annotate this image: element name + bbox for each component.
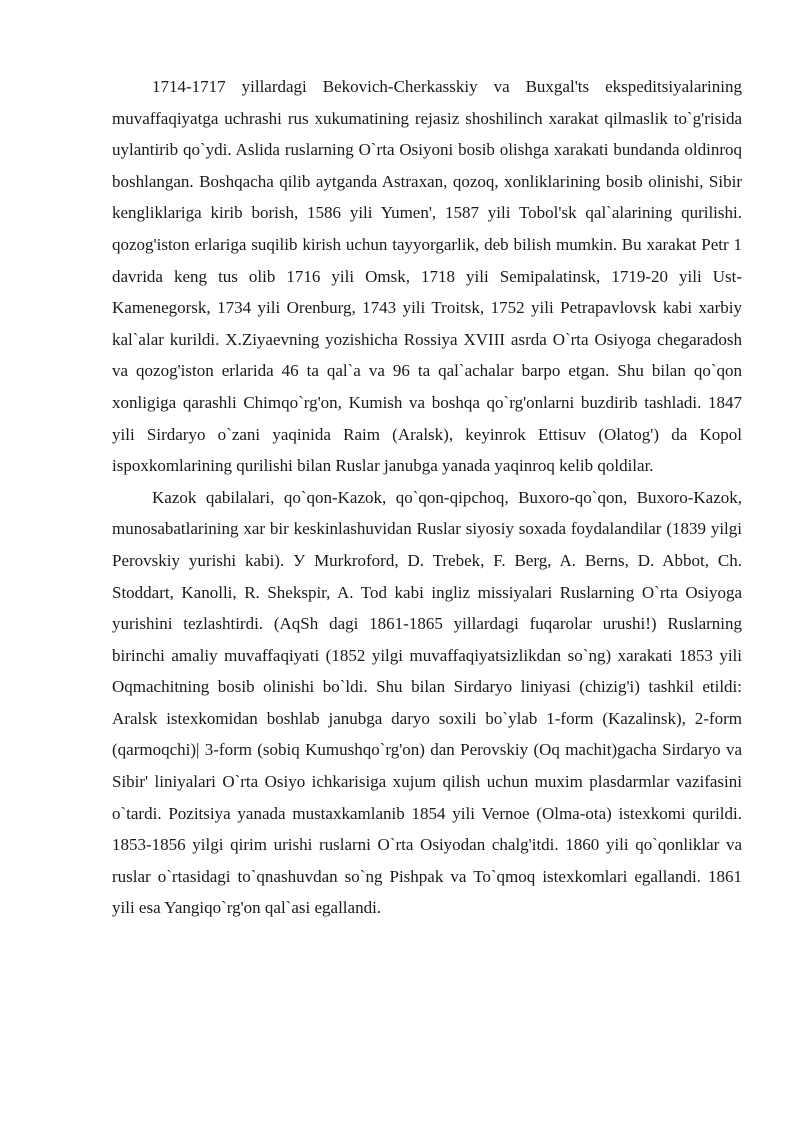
document-page <box>112 71 742 924</box>
paragraph-2: Kazok qabilalari, qo`qon-Kazok, qo`qon-qipchoq, Buxoro-qo`qon, Buxoro-Kazok, munosabatlarining xar bir keskinlashuvidan Ruslar siyosiy soxada foydalandilar (1839 yilgi Perovskiy yurishi kabi). У Murkroford, D. Trebek, F. Berg, A. Berns, D. Abbot, Ch. Stoddart, Kanolli, R. Shekspir, A. Tod kabi ingliz missiyalari Ruslarning O`rta Osiyoga yurishini tezlashtirdi. (AqSh dagi 1861-1865 yillardagi fuqarolar urushi!) Ruslarning birinchi amaliy muvaffaqiyati (1852 yilgi muvaffaqiyatsizlikdan so`ng) xarakati 1853 yili Oqmachitning bosib olinishi bo`ldi. Shu bilan Sirdaryo liniyasi (chizig'i) tashkil etildi: Aralsk istexkomidan boshlab janubga daryo soxili bo`ylab 1-form (Kazalinsk), 2-form (qarmoqchi)| 3-form (sobiq Kumushqo`rg'on) dan Perovskiy (Oq machit)gacha Sirdaryo va Sibir' liniyalari O`rta Osiyo ichkarisiga xujum qilish uchun muxim plasdarmlar vazifasini o`tardi. Pozitsiya yanada mustaxkamlanib 1854 yili Vernoe (Olma-ota) istexkomi qurildi. 1853-1856 yilgi qirim urishi ruslarni O`rta Osiyodan chalg'itdi. 1860 yili qo`qonliklar va ruslar o`rtasidagi to`qnashuvdan so`ng Pishpak va To`qmoq istexkomlari egallandi. 1861 yili esa Yangiqo`rg'on qal`asi egallandi. <box>112 487 742 918</box>
paragraph-1: 1714-1717 yillardagi Bekovich-Cherkasskiy va Buxgal'ts ekspeditsiyalarining muvaffaqiyatga uchrashi rus xukumatining rejasiz shoshilinch xarakat qilmaslik to`g'risida uylantirib qo`ydi. Aslida ruslarning O`rta Osiyoni bosib olishga xarakati bundanda oldinroq boshlangan. Boshqacha qilib aytganda Astraxan, qozoq, xonliklarining bosib olinishi, Sibir kengliklariga kirib borish, 1586 yili Yumen', 1587 yili Tobol'sk qal`alarining qurilishi. qozog'iston erlariga suqilib kirish uchun tayyorgarlik, deb bilish mumkin. Bu xarakat Petr 1 davrida keng tus olib 1716 yili Omsk, 1718 yili Semipalatinsk, 1719-20 yili Ust-Kamenegorsk, 1734 yili Orenburg, 1743 yili Troitsk, 1752 yili Petrapavlovsk kabi xarbiy kal`alar kurildi. X.Ziyaevning yozishicha Rossiya XVIII asrda O`rta Osiyoga chegaradosh va qozog'iston erlarida 46 ta qal`a va 96 ta qal`achalar barpo etgan. Shu bilan qo`qon xonligiga qarashli Chimqo`rg'on, Kumish va boshqa qo`rg'onlarni buzdirib tashladi. 1847 yili Sirdaryo o`zani yaqinida Raim (Aralsk), keyinrok Ettisuv (Olatog') da Kopol ispoxkomlarining qurilishi bilan Ruslar janubga yanada yaqinroq kelib qoldilar. <box>112 77 742 476</box>
